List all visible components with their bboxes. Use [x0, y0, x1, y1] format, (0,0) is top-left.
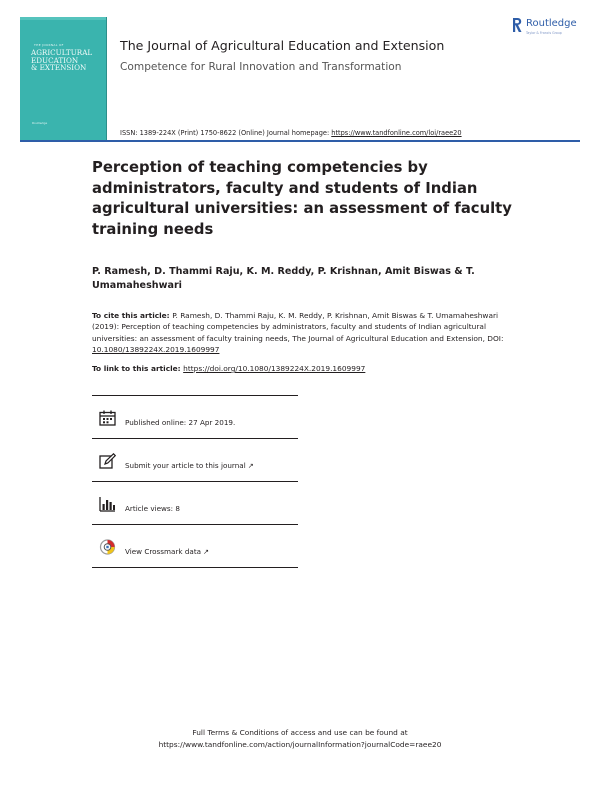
- crossmark-label: View Crossmark data: [125, 547, 202, 556]
- calendar-icon: [99, 410, 116, 426]
- cover-top-text: THE JOURNAL OF: [34, 43, 64, 47]
- published-row: [92, 396, 298, 438]
- footer-terms-link[interactable]: https://www.tandfonline.com/action/journalInformation?journalCode=raee20: [158, 739, 442, 749]
- cover-title: [31, 49, 101, 72]
- crossmark-row[interactable]: [92, 525, 298, 567]
- article-title: Perception of teaching competencies by administrators, faculty and students of Indian agricultural universities: an assessment of faculty training needs: [92, 159, 512, 238]
- citation-block: [92, 310, 512, 355]
- routledge-r-icon: [512, 17, 522, 33]
- link-line: [92, 364, 512, 373]
- submit-row[interactable]: [92, 439, 298, 481]
- article-views: Article views: 8: [125, 504, 180, 513]
- crossmark-icon: [99, 539, 116, 555]
- citation-label: To cite this article:: [92, 311, 173, 320]
- issn-text: ISSN: 1389-224X (Print) 1750-8622 (Online) Journal homepage:: [120, 129, 332, 137]
- cover-title-line: & EXTENSION: [31, 63, 87, 73]
- article-info-list: [92, 395, 298, 568]
- publisher-name: Routledge: [526, 18, 577, 29]
- published-date: Published online: 27 Apr 2019.: [125, 418, 236, 427]
- info-divider: [92, 567, 298, 568]
- journal-homepage-link[interactable]: https://www.tandfonline.com/loi/raee20: [331, 129, 462, 137]
- edit-icon: [99, 453, 116, 469]
- header-divider: [20, 140, 580, 142]
- issn-line: [120, 129, 462, 137]
- journal-title: The Journal of Agricultural Education and Extension: [120, 38, 445, 53]
- crossmark-link[interactable]: [125, 547, 209, 556]
- external-link-icon: ↗: [247, 461, 254, 470]
- external-link-icon: ↗: [203, 547, 210, 556]
- cover-title-line: AGRICULTURAL: [31, 48, 93, 57]
- views-row: [92, 482, 298, 524]
- publisher-tagline: Taylor & Francis Group: [526, 31, 562, 35]
- article-authors: P. Ramesh, D. Thammi Raju, K. M. Reddy, P. Krishnan, Amit Biswas & T. Umamaheshwari: [92, 266, 475, 291]
- publisher-logo[interactable]: [512, 17, 590, 47]
- submit-article-label: Submit your article to this journal: [125, 461, 246, 470]
- cover-title-line: EDUCATION: [31, 55, 79, 65]
- footer-terms: Full Terms & Conditions of access and use can be found at: [192, 728, 408, 737]
- article-doi-link[interactable]: https://doi.org/10.1080/1389224X.2019.1609997: [183, 364, 366, 373]
- journal-cover-image: [20, 17, 107, 141]
- citation-text: P. Ramesh, D. Thammi Raju, K. M. Reddy, P. Krishnan, Amit Biswas & T. Umamaheshwari (2019): Perception of teaching competencies by administrators, faculty and students of Indian agricultural universities: an assessment of faculty training needs, The Journal of Agricultural Education and Extension, DOI:: [92, 311, 504, 343]
- cover-band: [20, 17, 106, 20]
- bar-chart-icon: [99, 496, 116, 512]
- footer: [0, 727, 600, 750]
- doi-link[interactable]: 10.1080/1389224X.2019.1609997: [92, 344, 220, 354]
- link-label: To link to this article:: [92, 364, 184, 373]
- journal-subtitle: Competence for Rural Innovation and Transformation: [120, 61, 402, 73]
- cover-foot-text: Routledge: [32, 121, 48, 125]
- submit-article-link[interactable]: [125, 461, 254, 470]
